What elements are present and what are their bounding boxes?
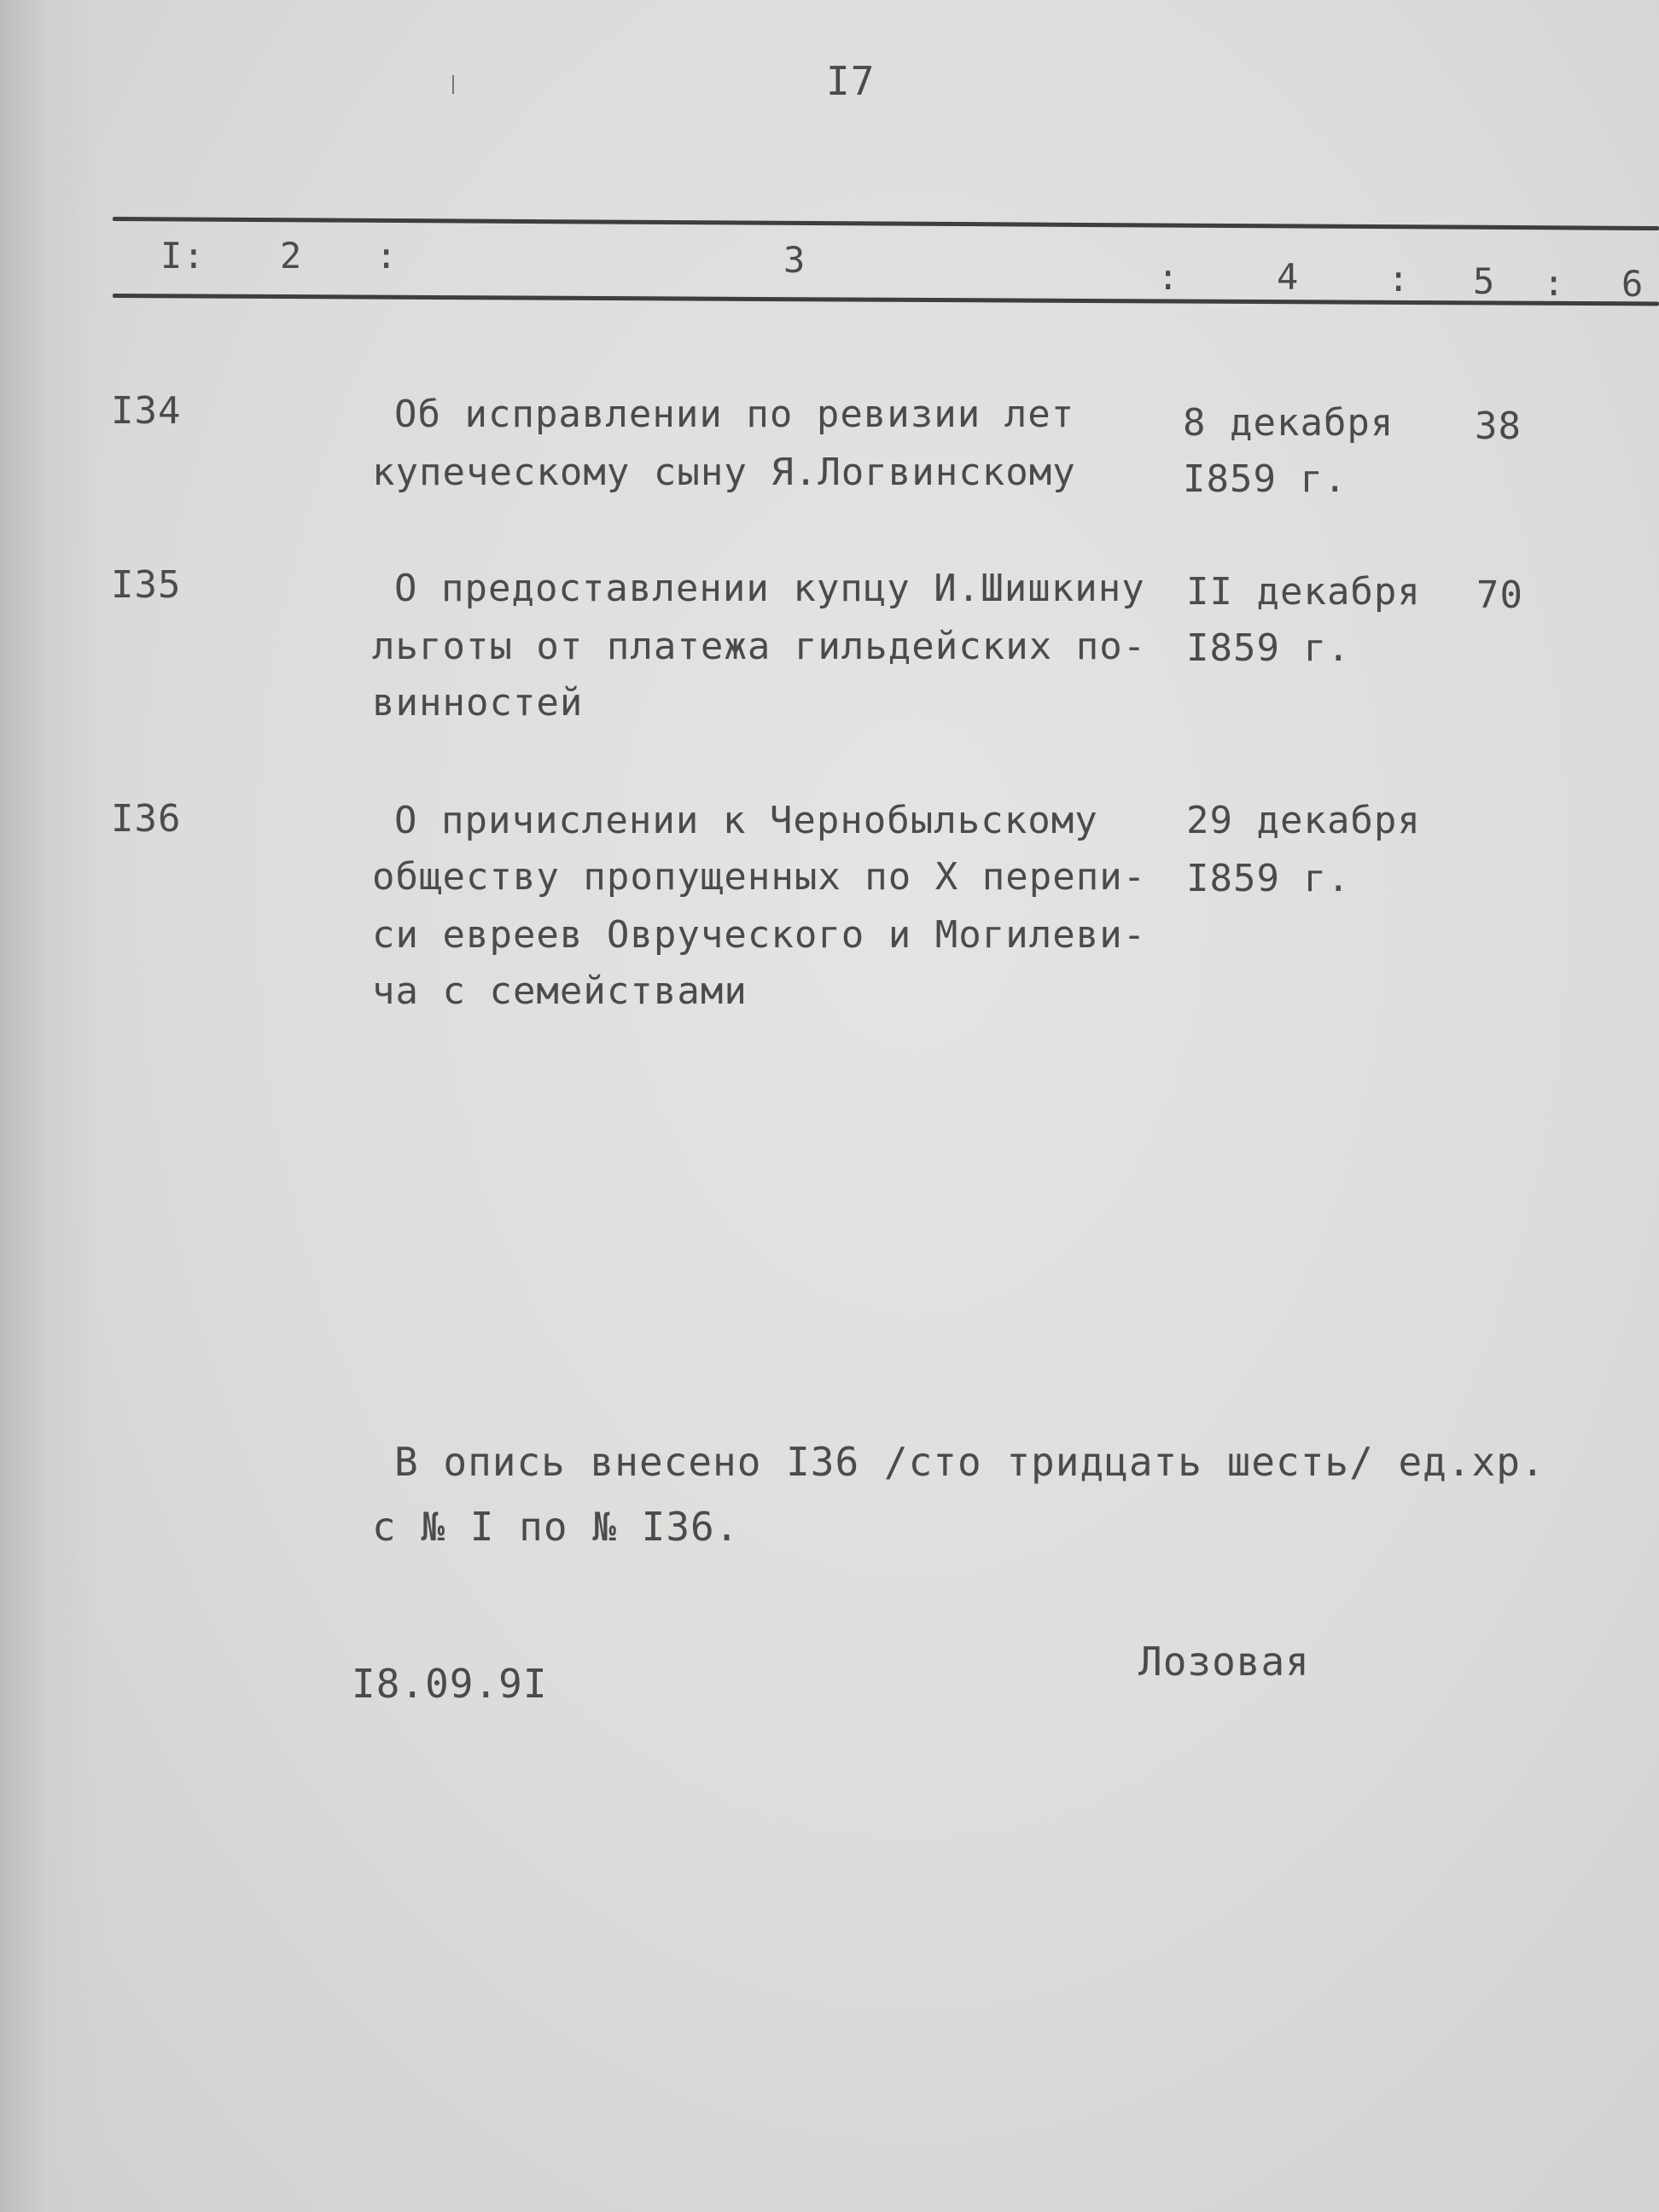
column-header-1: I: <box>160 235 206 276</box>
entry-sheets: 38 <box>1475 405 1522 448</box>
entry-number: I36 <box>111 797 182 841</box>
compiler-signature: Лозовая <box>1138 1639 1310 1685</box>
entry-title-line: О причислении к Чернобыльскому <box>394 799 1098 842</box>
entry-number: I34 <box>111 389 182 433</box>
entry-date: II декабря <box>1186 570 1421 614</box>
entry-date-year: I859 г. <box>1186 857 1351 900</box>
entry-title-line: ча с семействами <box>372 969 748 1013</box>
entry-date: 29 декабря <box>1186 799 1421 842</box>
entry-title-line: Об исправлении по ревизии лет <box>394 393 1075 436</box>
entry-number: I35 <box>111 563 182 607</box>
entry-title-line: обществу пропущенных по X перепи- <box>372 855 1147 899</box>
entry-date-year: I859 г. <box>1186 626 1351 670</box>
page-number: I7 <box>826 58 876 104</box>
column-header-4: 4 <box>1277 256 1300 298</box>
entry-title-line: си евреев Овруческого и Могилеви- <box>372 913 1147 957</box>
header-rule-top <box>113 217 1659 230</box>
entry-date-year: I859 г. <box>1183 457 1348 501</box>
column-header-6: 6 <box>1621 263 1644 305</box>
header-rule-bottom <box>113 294 1659 306</box>
compilation-date: I8.09.9I <box>352 1661 548 1707</box>
entry-sheets: 70 <box>1476 573 1523 617</box>
total-range: с № I по № I36. <box>372 1504 740 1550</box>
entry-title-line: О предоставлении купцу И.Шишкину <box>394 567 1145 610</box>
column-header-5: 5 <box>1473 260 1496 302</box>
binding-shadow <box>0 0 102 2212</box>
column-separator: : <box>1388 258 1411 300</box>
column-header-2: 2 <box>280 235 303 276</box>
column-header-3: 3 <box>783 239 806 281</box>
entry-title-line: купеческому сыну Я.Логвинскому <box>372 451 1076 494</box>
entry-date: 8 декабря <box>1183 401 1394 445</box>
column-separator: : <box>375 235 399 276</box>
total-statement: В опись внесено I36 /сто тридцать шесть/ ед.хр. <box>394 1439 1545 1485</box>
margin-mark <box>452 75 454 94</box>
entry-title-line: винностей <box>372 681 584 725</box>
column-separator: : <box>1157 256 1180 298</box>
column-separator: : <box>1543 262 1566 304</box>
entry-title-line: льготы от платежа гильдейских по- <box>372 625 1147 668</box>
